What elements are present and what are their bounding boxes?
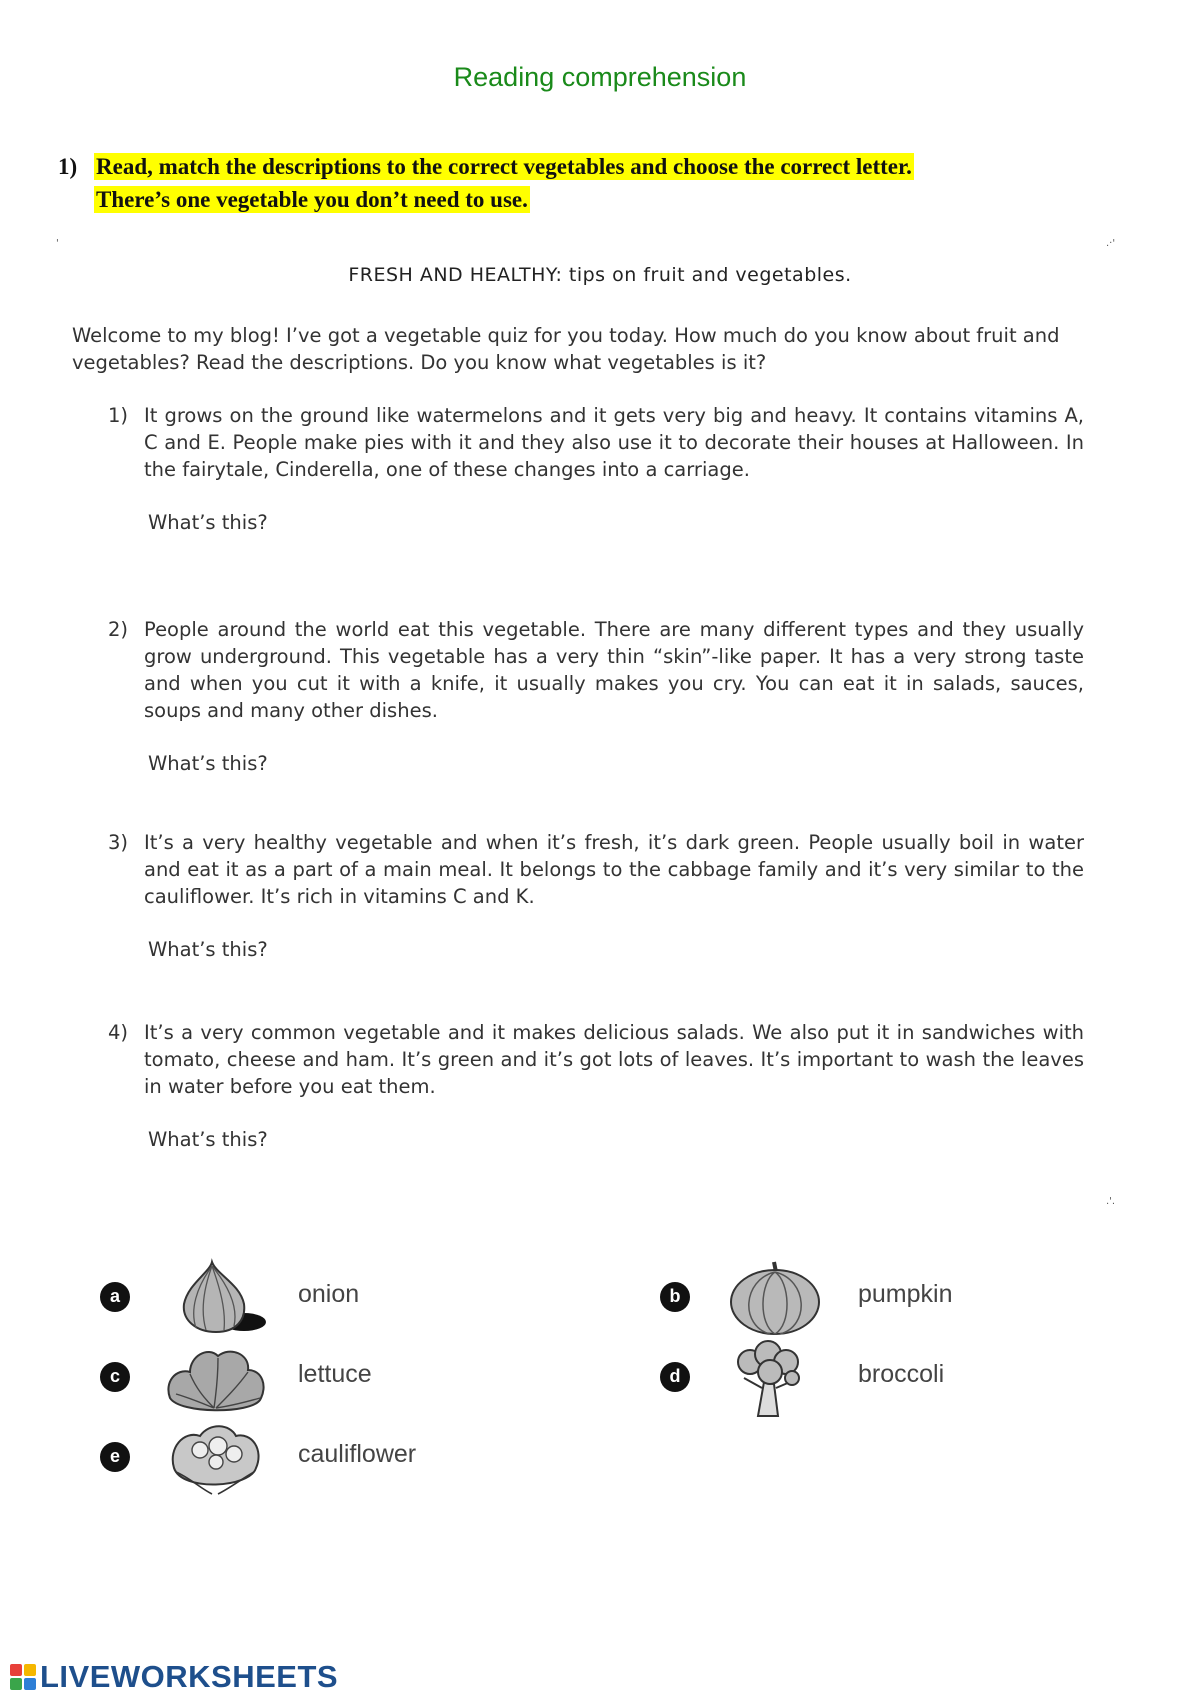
scan-mark: .'.	[1106, 1196, 1116, 1207]
item-description: It’s a very healthy vegetable and when it’s fresh, it’s dark green. People usually boil in water and eat it as a part of a main meal. It belongs to the cabbage family and it’s very similar to the cauliflower. It’s rich in vitamins C and K.	[144, 831, 1084, 908]
pumpkin-icon	[720, 1258, 830, 1338]
option-broccoli	[660, 1338, 1080, 1418]
option-lettuce	[100, 1338, 520, 1418]
onion-icon	[160, 1258, 270, 1338]
scan-mark: .·'	[1106, 238, 1116, 249]
item-number: 1)	[108, 404, 129, 427]
instruction-line-2: There’s one vegetable you don’t need to use.	[96, 187, 528, 212]
item-question: What’s this?	[148, 938, 268, 961]
option-pumpkin	[660, 1258, 1080, 1338]
option-label: onion	[298, 1280, 360, 1308]
item-description: People around the world eat this vegetable. There are many different types and they usually grow underground. This vegetable has a very thin “skin”-like paper. It has a very strong taste and when you cut it with a knife, it usually makes you cry. You can eat it in salads, sauces, soups and many other dishes.	[144, 618, 1084, 722]
item-question: What’s this?	[148, 752, 268, 775]
option-label: pumpkin	[858, 1280, 953, 1308]
quiz-item	[108, 402, 1084, 536]
option-letter: a	[100, 1282, 130, 1312]
quiz-item	[108, 829, 1084, 963]
quiz-item	[108, 616, 1084, 777]
broccoli-icon	[720, 1338, 830, 1418]
quiz-item	[108, 1019, 1084, 1153]
blog-intro: Welcome to my blog! I’ve got a vegetable quiz for you today. How much do you know about fruit and vegetables? Read the descriptions. Do you know what vegetables is it?	[72, 324, 1060, 374]
instruction-line-1: Read, match the descriptions to the correct vegetables and choose the correct letter.	[96, 154, 912, 179]
item-description: It grows on the ground like watermelons and it gets very big and heavy. It contains vitamins A, C and E. People make pies with it and they also use it to decorate their houses at Halloween. In the fairytale, Cinderella, one of these changes into a carriage.	[144, 404, 1084, 481]
item-number: 2)	[108, 618, 129, 641]
item-question: What’s this?	[148, 511, 268, 534]
blog-title: FRESH AND HEALTHY: tips on fruit and vegetables.	[348, 264, 852, 286]
scan-mark: '	[56, 238, 59, 249]
item-question: What’s this?	[148, 1128, 268, 1151]
option-letter: b	[660, 1282, 690, 1312]
option-label: cauliflower	[298, 1440, 417, 1468]
option-cauliflower	[100, 1418, 520, 1498]
option-letter: e	[100, 1442, 130, 1472]
option-label: broccoli	[858, 1360, 945, 1388]
page-title: Reading comprehension	[453, 62, 747, 92]
liveworksheets-logo	[10, 1660, 338, 1694]
logo-blocks-icon	[10, 1664, 36, 1690]
option-onion	[100, 1258, 520, 1338]
item-number: 4)	[108, 1021, 129, 1044]
cauliflower-icon	[160, 1418, 270, 1498]
option-letter: d	[660, 1362, 690, 1392]
option-letter: c	[100, 1362, 130, 1392]
instruction-highlight	[94, 150, 914, 216]
instruction-number: 1)	[58, 154, 78, 179]
option-label: lettuce	[298, 1360, 372, 1388]
item-description: It’s a very common vegetable and it makes delicious salads. We also put it in sandwiches with tomato, cheese and ham. It’s green and it’s got lots of leaves. It’s important to wash the leaves in water before you eat them.	[144, 1021, 1084, 1098]
logo-text: LIVEWORKSHEETS	[40, 1659, 339, 1694]
lettuce-icon	[160, 1338, 270, 1418]
item-number: 3)	[108, 831, 129, 854]
